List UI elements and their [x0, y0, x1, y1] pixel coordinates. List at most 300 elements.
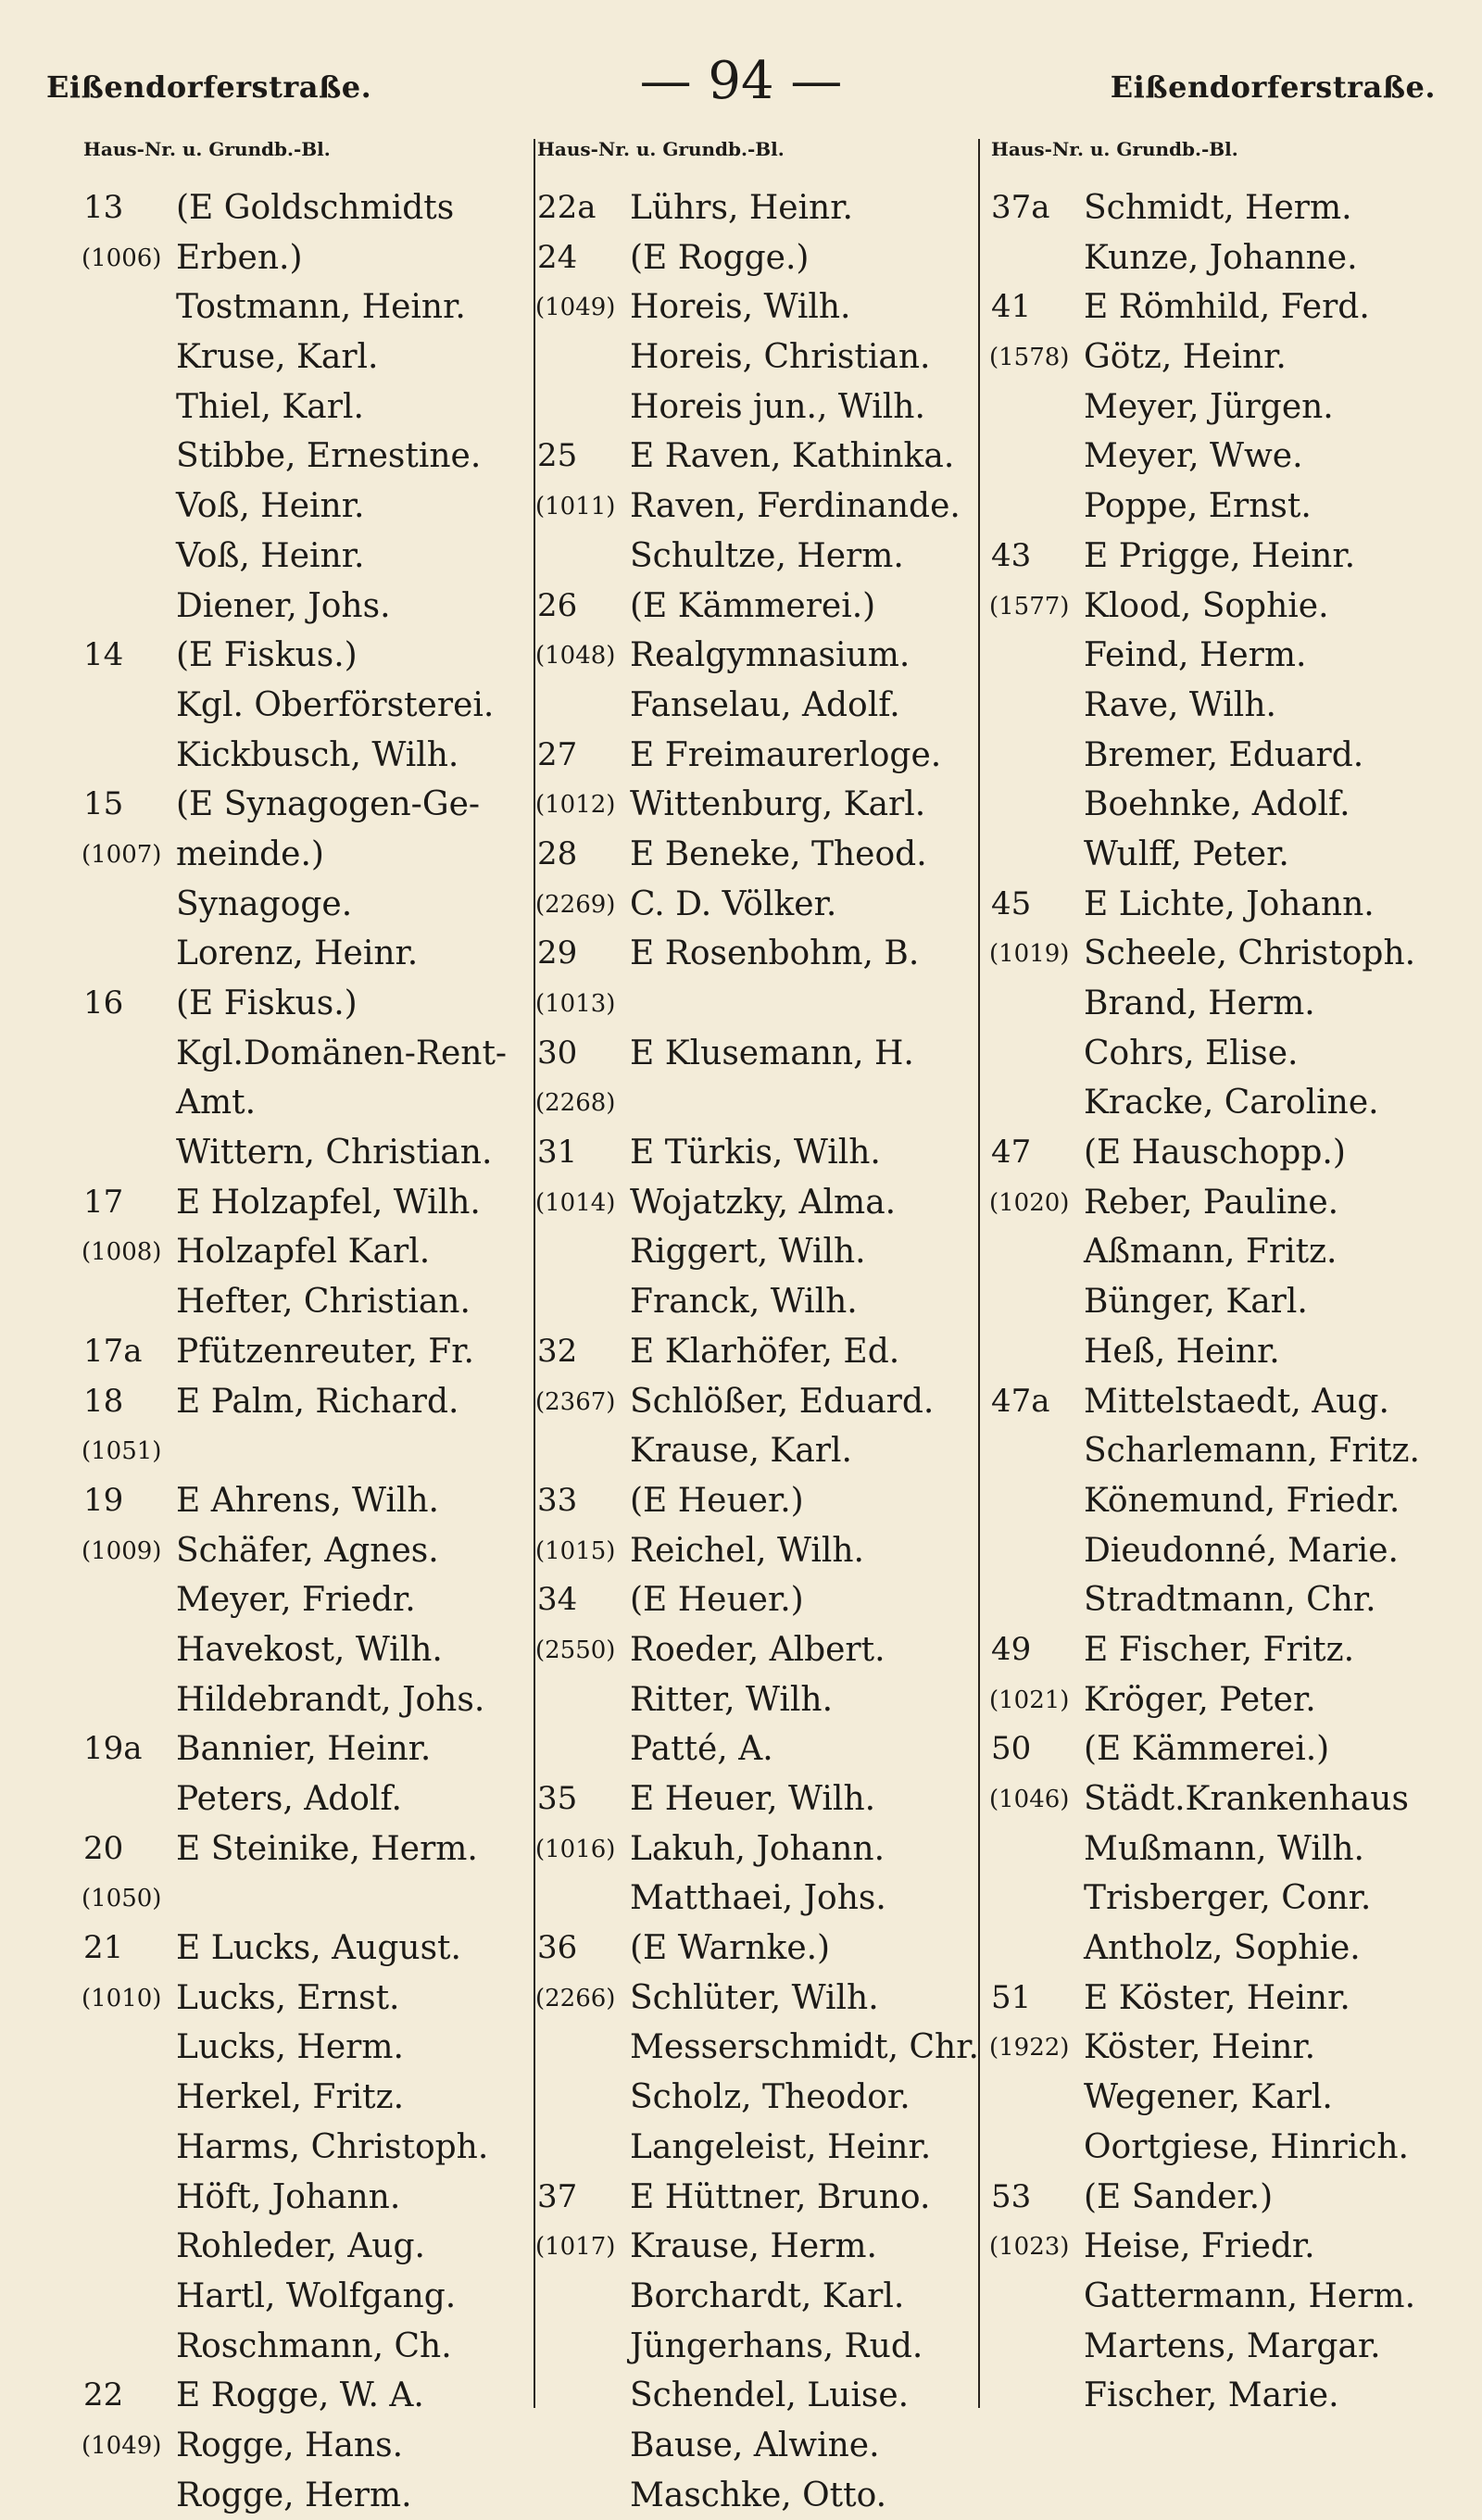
resident-name: Schendel, Luise. [630, 2376, 910, 2415]
resident-name: Jüngerhans, Rud. [630, 2326, 923, 2365]
resident-name: (E Heuer.) [630, 1481, 804, 1520]
directory-entry [83, 482, 519, 532]
directory-entry [537, 1277, 973, 1327]
resident-name: Raven, Ferdinande. [630, 487, 961, 526]
house-number: 22a [537, 189, 597, 226]
grundbuch-number: (1049) [535, 294, 616, 322]
house-number: 29 [537, 934, 578, 972]
house-number: 49 [991, 1630, 1032, 1668]
resident-name: Wittenburg, Karl. [630, 785, 926, 824]
directory-entry [537, 1178, 973, 1228]
resident-name: (E Rogge.) [630, 238, 810, 277]
directory-entry [83, 532, 519, 582]
directory-entry [537, 1377, 973, 1427]
directory-entry [83, 1874, 519, 1924]
resident-name: Amt. [176, 1084, 257, 1122]
directory-entry [991, 332, 1426, 382]
directory-entry [83, 2421, 519, 2471]
directory-entry [537, 1724, 973, 1774]
resident-name: Krause, Karl. [630, 1432, 852, 1471]
resident-name: Martens, Margar. [1084, 2326, 1381, 2365]
directory-entry [991, 233, 1426, 283]
directory-entry [537, 929, 973, 979]
directory-entry [83, 1327, 519, 1377]
directory-entry [83, 1974, 519, 2024]
directory-entry [537, 1426, 973, 1476]
house-number: 53 [991, 2177, 1032, 2215]
resident-name: Kracke, Caroline. [1084, 1084, 1379, 1122]
directory-entry [991, 1277, 1426, 1327]
resident-name: E Freimaurerloge. [630, 735, 942, 774]
directory-entry [83, 1724, 519, 1774]
directory-entry [537, 1874, 973, 1924]
column-header: Haus-Nr. u. Grundb.-Bl. [991, 138, 1238, 160]
entries [83, 183, 519, 2520]
directory-entry [83, 432, 519, 482]
directory-entry [991, 1227, 1426, 1277]
directory-entry [537, 582, 973, 632]
directory-entry [991, 1675, 1426, 1725]
grundbuch-number: (1023) [989, 2233, 1070, 2262]
resident-name: (E Kämmerei.) [1084, 1730, 1330, 1769]
directory-entry [537, 2471, 973, 2520]
directory-entry [83, 2173, 519, 2223]
column-3 [991, 139, 1426, 2473]
grundbuch-number: (1012) [535, 791, 616, 820]
grundbuch-number: (1014) [535, 1188, 616, 1217]
resident-name: E Köster, Heinr. [1084, 1978, 1350, 2017]
resident-name: E Hüttner, Bruno. [630, 2177, 931, 2216]
directory-entry [537, 332, 973, 382]
directory-entry [991, 582, 1426, 632]
directory-entry [83, 1178, 519, 1228]
resident-name: Lakuh, Johann. [630, 1829, 885, 1868]
resident-name: (E Synagogen-Ge- [176, 785, 481, 824]
house-number: 47a [991, 1382, 1050, 1420]
resident-name: Holzapfel Karl. [176, 1233, 431, 1272]
resident-name: Wulff, Peter. [1084, 834, 1289, 873]
grundbuch-number: (1049) [82, 2431, 162, 2460]
directory-entry [537, 233, 973, 283]
directory-entry [991, 2023, 1426, 2073]
house-number: 27 [537, 735, 578, 773]
directory-entry [991, 830, 1426, 880]
resident-name: Peters, Adolf. [176, 1780, 402, 1818]
directory-entry [991, 2322, 1426, 2372]
grundbuch-number: (1007) [82, 840, 162, 869]
directory-entry [991, 1874, 1426, 1924]
resident-name: Matthaei, Johs. [630, 1879, 886, 1918]
directory-entry [537, 1824, 973, 1874]
grundbuch-number: (2266) [535, 1984, 616, 2012]
directory-entry [991, 2073, 1426, 2123]
grundbuch-number: (1006) [82, 244, 162, 272]
house-number: 20 [83, 1829, 124, 1867]
grundbuch-number: (1017) [535, 2233, 616, 2262]
directory-entry [537, 2073, 973, 2123]
resident-name: E Prigge, Heinr. [1084, 536, 1356, 575]
resident-name: E Beneke, Theod. [630, 834, 927, 873]
resident-name: Lucks, Ernst. [176, 1978, 400, 2017]
resident-name: Realgymnasium. [630, 636, 911, 675]
directory-entry [537, 183, 973, 233]
grundbuch-number: (1008) [82, 1238, 162, 1267]
resident-name: Höft, Johann. [176, 2177, 401, 2216]
page-number: — 94 — [639, 51, 843, 111]
resident-name: Hefter, Christian. [176, 1283, 471, 1322]
resident-name: Thiel, Karl. [176, 387, 364, 426]
entries [535, 183, 979, 2520]
resident-name: Stibbe, Ernestine. [176, 437, 482, 476]
directory-entry [537, 2173, 973, 2223]
resident-name: Lührs, Heinr. [630, 189, 853, 227]
grundbuch-number: (1922) [989, 2034, 1070, 2062]
resident-name: Bannier, Heinr. [176, 1730, 432, 1769]
house-number: 28 [537, 834, 578, 872]
resident-name: Rave, Wilh. [1084, 685, 1276, 724]
resident-name: Götz, Heinr. [1084, 338, 1287, 377]
resident-name: Lucks, Herm. [176, 2028, 404, 2067]
grundbuch-number: (1011) [535, 493, 616, 521]
directory-entry [83, 2471, 519, 2520]
directory-entry [991, 1974, 1426, 2024]
resident-name: E Ahrens, Wilh. [176, 1481, 439, 1520]
directory-entry [537, 282, 973, 332]
resident-name: C. D. Völker. [630, 884, 837, 923]
directory-entry [537, 631, 973, 681]
directory-entry [991, 1128, 1426, 1178]
directory-entry [537, 780, 973, 830]
directory-entry [83, 2371, 519, 2421]
resident-name: Synagoge. [176, 884, 353, 923]
resident-name: Wittern, Christian. [176, 1134, 493, 1172]
resident-name: Fischer, Marie. [1084, 2376, 1339, 2415]
directory-entry [537, 1974, 973, 2024]
resident-name: Mittelstaedt, Aug. [1084, 1382, 1389, 1421]
directory-columns [82, 138, 1426, 2514]
resident-name: Roschmann, Ch. [176, 2326, 452, 2365]
directory-entry [83, 1277, 519, 1327]
directory-entry [991, 1924, 1426, 1974]
resident-name: Voß, Heinr. [176, 536, 365, 575]
directory-entry [991, 382, 1426, 433]
grundbuch-number: (1046) [989, 1786, 1070, 1813]
house-number: 34 [537, 1581, 578, 1619]
grundbuch-number: (1010) [82, 1984, 162, 2012]
grundbuch-number: (1578) [989, 344, 1070, 372]
resident-name: Kruse, Karl. [176, 338, 379, 377]
directory-entry [83, 631, 519, 681]
directory-entry [537, 482, 973, 532]
resident-name: Rohleder, Aug. [176, 2227, 425, 2266]
resident-name: Schmidt, Herm. [1084, 189, 1352, 227]
house-number: 30 [537, 1034, 578, 1072]
resident-name: Franck, Wilh. [630, 1283, 858, 1322]
directory-entry [83, 1625, 519, 1675]
resident-name: Roeder, Albert. [630, 1630, 885, 1669]
directory-entry [83, 1078, 519, 1128]
house-number: 31 [537, 1134, 578, 1172]
directory-entry [537, 681, 973, 731]
house-number: 22 [83, 2376, 124, 2414]
resident-name: E Heuer, Wilh. [630, 1780, 876, 1818]
resident-name: meinde.) [176, 834, 324, 873]
resident-name: Kröger, Peter. [1084, 1680, 1316, 1719]
directory-entry [991, 2371, 1426, 2421]
directory-entry [83, 1227, 519, 1277]
resident-name: Heß, Heinr. [1084, 1332, 1280, 1371]
resident-name: Bremer, Eduard. [1084, 735, 1364, 774]
resident-name: Kgl.Domänen-Rent- [176, 1034, 508, 1072]
directory-entry [991, 2173, 1426, 2223]
resident-name: (E Kämmerei.) [630, 586, 876, 625]
house-number: 19a [83, 1730, 143, 1768]
resident-name: Kunze, Johanne. [1084, 238, 1358, 277]
directory-entry [537, 1625, 973, 1675]
directory-entry [537, 1029, 973, 1079]
directory-entry [83, 282, 519, 332]
house-number: 33 [537, 1481, 578, 1519]
directory-entry [83, 1476, 519, 1526]
house-number: 13 [83, 189, 124, 226]
resident-name: Horeis, Wilh. [630, 288, 851, 327]
resident-name: E Holzapfel, Wilh. [176, 1183, 481, 1222]
column-header: Haus-Nr. u. Grundb.-Bl. [83, 138, 331, 160]
resident-name: Trisberger, Conr. [1084, 1879, 1372, 1918]
directory-entry [83, 2272, 519, 2322]
resident-name: Scholz, Theodor. [630, 2078, 911, 2117]
resident-name: Heise, Friedr. [1084, 2227, 1315, 2266]
resident-name: Langeleist, Heinr. [630, 2127, 932, 2166]
resident-name: Reber, Pauline. [1084, 1183, 1339, 1222]
directory-entry [83, 1675, 519, 1725]
resident-name: Antholz, Sophie. [1084, 1929, 1361, 1968]
resident-name: E Raven, Kathinka. [630, 437, 955, 476]
directory-entry [991, 631, 1426, 681]
resident-name: (E Hauschopp.) [1084, 1134, 1346, 1172]
resident-name: Kgl. Oberförsterei. [176, 685, 495, 724]
directory-entry [83, 183, 519, 233]
directory-entry [83, 332, 519, 382]
directory-entry [991, 2123, 1426, 2173]
directory-entry [83, 1774, 519, 1824]
resident-name: Köster, Heinr. [1084, 2028, 1316, 2067]
resident-name: E Rogge, W. A. [176, 2376, 424, 2415]
directory-entry [991, 731, 1426, 781]
house-number: 25 [537, 437, 578, 475]
resident-name: (E Heuer.) [630, 1581, 804, 1620]
grundbuch-number: (2367) [535, 1387, 616, 1416]
grundbuch-number: (1015) [535, 1536, 616, 1565]
resident-name: Borchardt, Karl. [630, 2276, 905, 2315]
directory-entry [991, 1575, 1426, 1625]
resident-name: Wegener, Karl. [1084, 2078, 1333, 2117]
resident-name: (E Fiskus.) [176, 984, 358, 1022]
directory-entry [991, 1327, 1426, 1377]
directory-entry [83, 1377, 519, 1427]
directory-entry [991, 1178, 1426, 1228]
resident-name: Scharlemann, Fritz. [1084, 1432, 1420, 1471]
directory-entry [83, 1029, 519, 1079]
directory-entry [83, 780, 519, 830]
house-number: 35 [537, 1780, 578, 1817]
resident-name: (E Sander.) [1084, 2177, 1274, 2216]
resident-name: Meyer, Jürgen. [1084, 387, 1334, 426]
resident-name: Oortgiese, Hinrich. [1084, 2127, 1409, 2166]
resident-name: Schäfer, Agnes. [176, 1531, 439, 1570]
directory-entry [83, 1924, 519, 1974]
grundbuch-number: (2550) [535, 1636, 616, 1664]
resident-name: Könemund, Friedr. [1084, 1481, 1400, 1520]
directory-entry [83, 880, 519, 930]
directory-entry [537, 1327, 973, 1377]
resident-name: Aßmann, Fritz. [1084, 1233, 1338, 1272]
house-number: 41 [991, 288, 1032, 326]
directory-entry [991, 1824, 1426, 1874]
resident-name: Tostmann, Heinr. [176, 288, 466, 327]
directory-entry [83, 1128, 519, 1178]
resident-name: E Römhild, Ferd. [1084, 288, 1370, 327]
directory-entry [991, 482, 1426, 532]
house-number: 18 [83, 1382, 124, 1420]
directory-entry [537, 2421, 973, 2471]
directory-entry [537, 2371, 973, 2421]
grundbuch-number: (2268) [535, 1089, 616, 1118]
directory-entry [83, 929, 519, 979]
directory-entry [537, 2023, 979, 2073]
directory-entry [537, 532, 973, 582]
directory-entry [83, 2123, 519, 2173]
directory-entry [991, 1774, 1426, 1824]
directory-entry [83, 731, 519, 781]
resident-name: E Lichte, Johann. [1084, 884, 1375, 923]
directory-entry [991, 1625, 1426, 1675]
directory-entry [991, 282, 1426, 332]
resident-name: Scheele, Christoph. [1084, 934, 1416, 973]
resident-name: Gattermann, Herm. [1084, 2276, 1416, 2315]
resident-name: Horeis jun., Wilh. [630, 387, 925, 426]
resident-name: Hildebrandt, Johs. [176, 1680, 485, 1719]
house-number: 17 [83, 1183, 124, 1221]
directory-entry [991, 1426, 1426, 1476]
resident-name: Meyer, Wwe. [1084, 437, 1303, 476]
resident-name: Horeis, Christian. [630, 338, 931, 377]
resident-name: Bause, Alwine. [630, 2426, 880, 2464]
directory-entry [83, 1824, 519, 1874]
directory-entry [537, 1675, 973, 1725]
entries [991, 183, 1426, 2421]
directory-entry [83, 1426, 519, 1476]
resident-name: Diener, Johs. [176, 586, 391, 625]
directory-entry [991, 2272, 1426, 2322]
resident-name: Schlößer, Eduard. [630, 1382, 935, 1421]
house-number: 47 [991, 1134, 1032, 1172]
resident-name: E Rosenbohm, B. [630, 934, 920, 973]
directory-entry [83, 1526, 519, 1576]
directory-entry [537, 1924, 973, 1974]
resident-name: Schultze, Herm. [630, 536, 904, 575]
directory-entry [537, 1128, 973, 1178]
directory-entry [83, 582, 519, 632]
directory-entry [83, 979, 519, 1029]
directory-entry [991, 1526, 1426, 1576]
directory-entry [537, 382, 973, 433]
directory-entry [991, 1377, 1426, 1427]
resident-name: Patté, A. [630, 1730, 773, 1769]
directory-entry [537, 2322, 973, 2372]
directory-entry [537, 1476, 973, 1526]
resident-name: Poppe, Ernst. [1084, 487, 1312, 526]
directory-entry [537, 1078, 973, 1128]
directory-entry [991, 532, 1426, 582]
directory-entry [991, 183, 1426, 233]
resident-name: Hartl, Wolfgang. [176, 2276, 457, 2315]
directory-entry [537, 1227, 973, 1277]
directory-entry [83, 2073, 519, 2123]
resident-name: Erben.) [176, 238, 303, 277]
resident-name: Rogge, Hans. [176, 2426, 404, 2464]
house-number: 37a [991, 189, 1050, 226]
resident-name: (E Goldschmidts [176, 189, 455, 227]
directory-entry [537, 2222, 973, 2272]
directory-entry [991, 1029, 1426, 1079]
grundbuch-number: (1021) [989, 1686, 1070, 1714]
grundbuch-number: (1013) [535, 990, 616, 1018]
resident-name: Maschke, Otto. [630, 2476, 887, 2514]
resident-name: Klood, Sophie. [1084, 586, 1329, 625]
directory-entry [83, 830, 519, 880]
resident-name: Feind, Herm. [1084, 636, 1307, 675]
column-2 [535, 138, 979, 2514]
house-number: 50 [991, 1730, 1032, 1768]
resident-name: Brand, Herm. [1084, 984, 1315, 1022]
resident-name: Stradtmann, Chr. [1084, 1581, 1376, 1620]
resident-name: E Türkis, Wilh. [630, 1134, 881, 1172]
directory-entry [537, 979, 973, 1029]
directory-entry [83, 2023, 519, 2073]
house-number: 14 [83, 636, 124, 674]
directory-entry [537, 731, 973, 781]
directory-entry [991, 1078, 1426, 1128]
running-head-left: Eißendorferstraße. [46, 69, 372, 105]
grundbuch-number: (1048) [535, 642, 616, 671]
column-1 [82, 138, 519, 2514]
directory-entry [991, 2222, 1426, 2272]
resident-name: Boehnke, Adolf. [1084, 785, 1350, 824]
directory-entry [537, 1526, 973, 1576]
directory-entry [991, 432, 1426, 482]
house-number: 19 [83, 1481, 124, 1519]
directory-entry [537, 880, 973, 930]
resident-name: Lorenz, Heinr. [176, 934, 419, 973]
house-number: 21 [83, 1929, 124, 1967]
resident-name: Rogge, Herm. [176, 2476, 412, 2514]
resident-name: Ritter, Wilh. [630, 1680, 834, 1719]
resident-name: Meyer, Friedr. [176, 1581, 416, 1620]
directory-entry [83, 233, 519, 283]
grundbuch-number: (1016) [535, 1835, 616, 1863]
directory-entry [991, 1476, 1426, 1526]
grundbuch-number: (1020) [989, 1188, 1070, 1217]
running-head-right: Eißendorferstraße. [1110, 69, 1436, 105]
resident-name: (E Fiskus.) [176, 636, 358, 675]
house-number: 45 [991, 884, 1032, 922]
resident-name: Mußmann, Wilh. [1084, 1829, 1364, 1868]
grundbuch-number: (1019) [989, 940, 1070, 969]
directory-entry [991, 880, 1426, 930]
resident-name: E Fischer, Fritz. [1084, 1630, 1355, 1669]
resident-name: Voß, Heinr. [176, 487, 365, 526]
